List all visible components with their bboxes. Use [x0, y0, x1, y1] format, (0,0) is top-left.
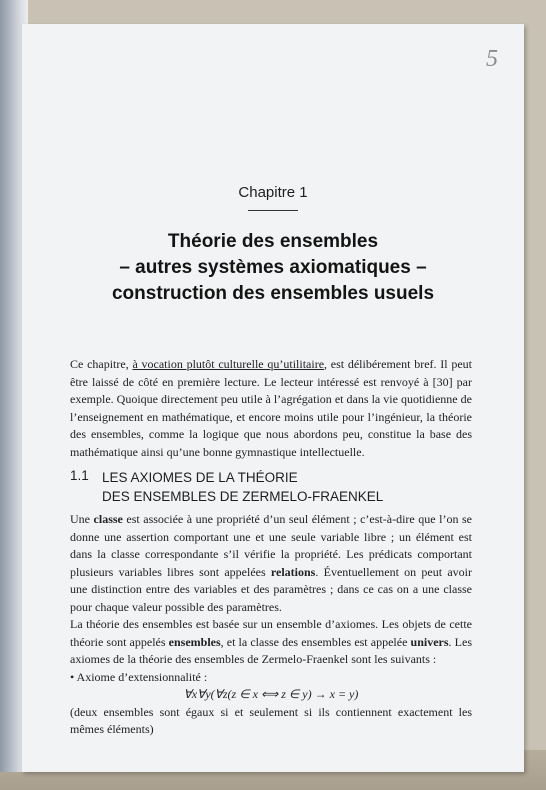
- section-heading: [102, 468, 482, 506]
- p2-text-c: . Les axiomes de la théorie des ensembles de Zermelo-Fraenkel sont les suivants :: [70, 634, 472, 666]
- chapter-title-line-1: Théorie des ensembles: [167, 231, 379, 252]
- section-number: 1.1: [70, 468, 89, 483]
- term-univers: univers: [410, 634, 449, 649]
- p2-text-b: , et la classe des ensembles est appelée: [220, 634, 411, 649]
- intro-text-end: , est délibérement bref. Il peut être laissé de côté en première lecture. Le lecteur intéressé est renvoyé à [30] par exemple. Quoique directement peu utile à l’agrégation et dans la vie quotidienne de l’enseignement en mathématique, et encore moins utile pour l’ingénieur, la théorie des ensembles, comme la logique que nous abordons peu, constitue la base des mathématique ainsi qu’une bonne gymnastique intellectuelle.: [70, 357, 472, 459]
- book-page: [22, 24, 524, 772]
- term-relations: relations: [270, 564, 316, 579]
- section-heading-line-1: LES AXIOMES DE LA THÉORIE: [102, 470, 298, 485]
- intro-underlined-phrase: à vocation plutôt culturelle qu’utilitaire: [132, 357, 325, 371]
- term-ensembles: ensembles: [168, 634, 221, 649]
- section-body: [70, 511, 472, 739]
- paragraph-axioms: [70, 616, 472, 669]
- bullet-label: Axiome d’extensionnalité :: [76, 669, 208, 684]
- chapter-title: [52, 229, 494, 307]
- p1-text-b: est associée à une propriété d’un seul élément ; c’est-à-dire que l’on se donne une assertion comportant une et une seule variable libre ; un élément est dans la classe correspondante s’il vérifie la propriété. Les prédicats comportant plusieurs variables libres sont appelées: [70, 512, 472, 579]
- intro-text-start: Ce chapitre,: [70, 357, 133, 371]
- chapter-title-line-2: – autres systèmes axiomatiques –: [119, 257, 427, 278]
- bullet-icon: •: [70, 669, 77, 684]
- bullet-extensionality: [70, 669, 472, 687]
- chapter-title-line-3: construction des ensembles usuels: [111, 283, 435, 304]
- p1-text-c: . Éventuellement on peut avoir une distinction entre des variables et des paramètres ; dans ce cas on a une classe pour chaque valeur possible des paramètres.: [70, 564, 473, 614]
- p1-text-a: Une: [70, 512, 94, 526]
- section-heading-line-2: DES ENSEMBLES DE ZERMELO-FRAENKEL: [102, 489, 384, 504]
- formula-extensionality: ∀x∀y(∀z(z ∈ x ⟺ z ∈ y) → x = y): [183, 687, 359, 701]
- extensionality-note: (deux ensembles sont égaux si et seulement si ils contiennent exactement les mêmes éléments): [70, 704, 472, 736]
- intro-paragraph: [70, 356, 472, 461]
- page-number: 5: [486, 46, 498, 72]
- p2-text-a: La théorie des ensembles est basée sur un ensemble d’axiomes. Les objets de cette théorie sont appelés: [70, 617, 472, 649]
- term-classe: classe: [93, 512, 123, 526]
- chapter-label: Chapitre 1: [238, 184, 308, 201]
- paragraph-classes: [70, 511, 472, 616]
- chapter-rule: [248, 210, 298, 211]
